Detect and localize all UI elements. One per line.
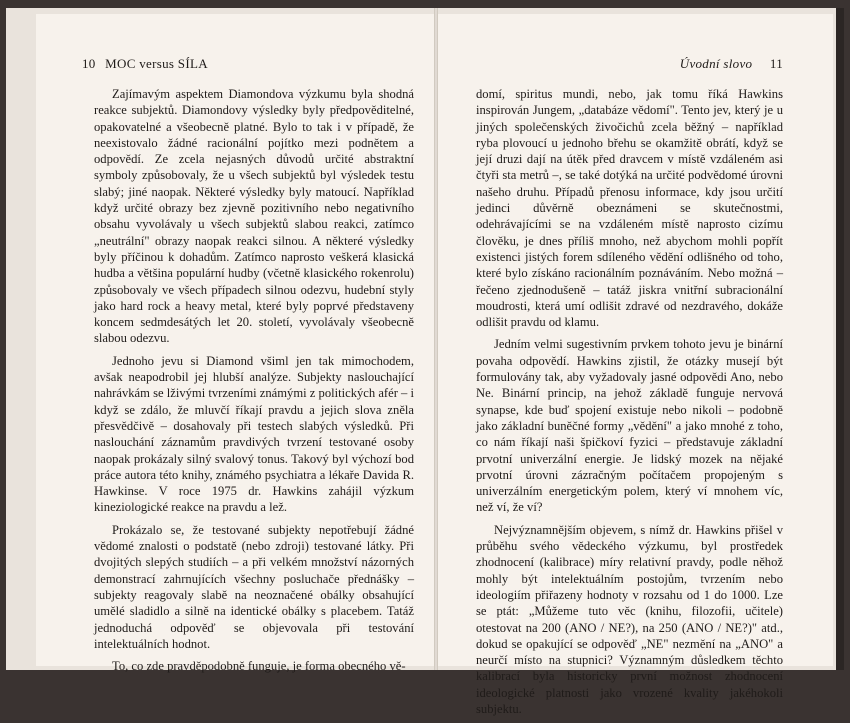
paragraph: Nejvýznamnějším objevem, s nímž dr. Hawkins přišel v průběhu svého vědeckého výzkumu, byl prostředek zhodnocení (kalibrace) míry relativní pravdy, podle něhož mohly být intelektuálním postojům, tvrzením nebo ideologiím přiřazeny hodnoty v rozsahu od 1 do 1000. Lze se ptát: „Můžeme tuto věc (knihu, filozofii, učitele) otestovat na 200 (ANO / NE?), na 250 (ANO / NE?)" atd., dokud se opakující se odpověď „NE" nezmění na „ANO" a neurčí místo na stupnici? Významným důsledkem těchto kalibrací byla historicky první možnost zhodnocení ideologické platnosti jako vrozené kvality jakéhokoli subjektu.	[476, 522, 783, 716]
left-page-body	[94, 86, 414, 680]
paragraph: Jednoho jevu si Diamond všiml jen tak mimochodem, avšak neapodrobil jej hlubší analýze. Subjekty naslouchající nahrávkám se lživými tvrzeními známými z politických afér – i když se zdálo, že mluvčí říkají pravdu a jejich slova zněla přesvědčivě – dosahovaly při testech slabých výsledků. Při naslouchání záznamům pravdivých tvrzení testované osoby naopak prokázaly silný svalový tonus. Takový byl výchozí bod práce autora této knihy, známého psychiatra a lékaře Davida R. Hawkinse. V roce 1975 dr. Hawkins zahájil výzkum kineziologické reakce na pravdu a lež.	[94, 353, 414, 515]
left-page	[36, 14, 434, 674]
open-book	[6, 8, 844, 716]
paragraph: Jedním velmi sugestivním prvkem tohoto jevu je binární povaha odpovědí. Hawkins zjistil, že otázky musejí být formulovány tak, aby vyžadovaly jasné odpovědi Ano, nebo Ne. Binární princip, na jehož základě funguje nervová synapse, kde buď spojení existuje nebo nikoli – podobně jako základní buněčné formy „vědění" a jako mnohé z toho, co nám říkají naši špičkoví fyzici – představuje základní prvotní univerzální energie. Je lidský mozek na nějaké prvotní úrovni zázračným počítačem propojeným s univerzálním energetickým polem, který ví mnohem víc, než ví, že ví?	[476, 337, 783, 515]
paragraph: To, co zde pravděpodobně funguje, je forma obecného vě-	[112, 659, 406, 674]
page-number: 10	[82, 56, 96, 71]
page-edge-shadow	[836, 8, 844, 670]
left-page-header	[82, 56, 214, 72]
right-page-body	[476, 86, 783, 723]
right-page	[438, 14, 833, 716]
paragraph: Prokázalo se, že testované subjekty nepotřebují žádné vědomé znalosti o podstatě (nebo zdroji) testované látky. Při dvojitých slepých studiích – a při velkém množství názorných demonstrací zahrnujících všechny posluchače přednášky – subjekty reagovaly slabě na neoznačené obálky obsahující umělé sladidlo a silně na identické obálky s placebem. Tatáž jednoduchá odpověď se objevovala při testování intelektuálních hodnot.	[94, 522, 414, 651]
right-page-header	[674, 56, 783, 72]
running-head: MOC versus SÍLA	[105, 56, 208, 71]
paragraph: Zajímavým aspektem Diamondova výzkumu byla shodná reakce subjektů. Diamondovy výsledky byly předpověditelné, opakovatelné a všeobecně platné. Bylo to tak i v případě, že neexistovalo žádné racionální pojítko mezi podnětem a odpovědí. Ze zcela nejasných důvodů určité abstraktní symboly způsobovaly, že u všech subjektů byl výsledek testu slabý; jiné naopak. Některé výsledky byly matoucí. Například když určité obrazy bez zjevně pozitivního nebo negativního obsahu vyvolávaly u všech subjektů slabou reakci, zatímco „neutrální" obrazy naopak reakci silnou. A některé výsledky byly příčinou k dohadům. Zatímco naprosto veškerá klasická hudba a většina populární hudby (včetně klasického rokenrolu) způsobovaly ve všech případech silnou odezvu, hudební styly jako hard rock a heavy metal, které byly poprvé představeny koncem sedmdesátých let 20. století, vyvolávaly všeobecně slabou odezvu.	[94, 87, 414, 346]
page-number: 11	[769, 56, 783, 71]
paragraph: domí, spiritus mundi, nebo, jak tomu říká Hawkins inspirován Jungem, „databáze vědomí". Tento jev, který je u jiných společenských živočichů zcela běžný – například ryba plovoucí u jednoho břehu se okamžitě obrátí, když se její druzi dají na útěk před dravcem v místě vzdáleném asi čtyři sta metrů –, se také dotýká na určité podvědomé úrovni našeho druhu. Případů přenosu informace, kdy jsou určití jedinci důvěrně obeznámeni se skutečnostmi, odehrávajícími se na vzdáleném místě naprosto cizímu člověku, je dnes příliš mnoho, než abychom mohli popřít existenci jistých forem sdíleného vědění odlišného od toho, které bylo získáno racionálním poznáváním. Nebo možná – řečeno zjednodušeně – tatáž jiskra vnitřní subracionální moudrosti, která umí odlišit zdravé od nezdravého, dokáže odlišit pravdu od klamu.	[476, 87, 783, 330]
running-head: Úvodní slovo	[679, 56, 753, 71]
